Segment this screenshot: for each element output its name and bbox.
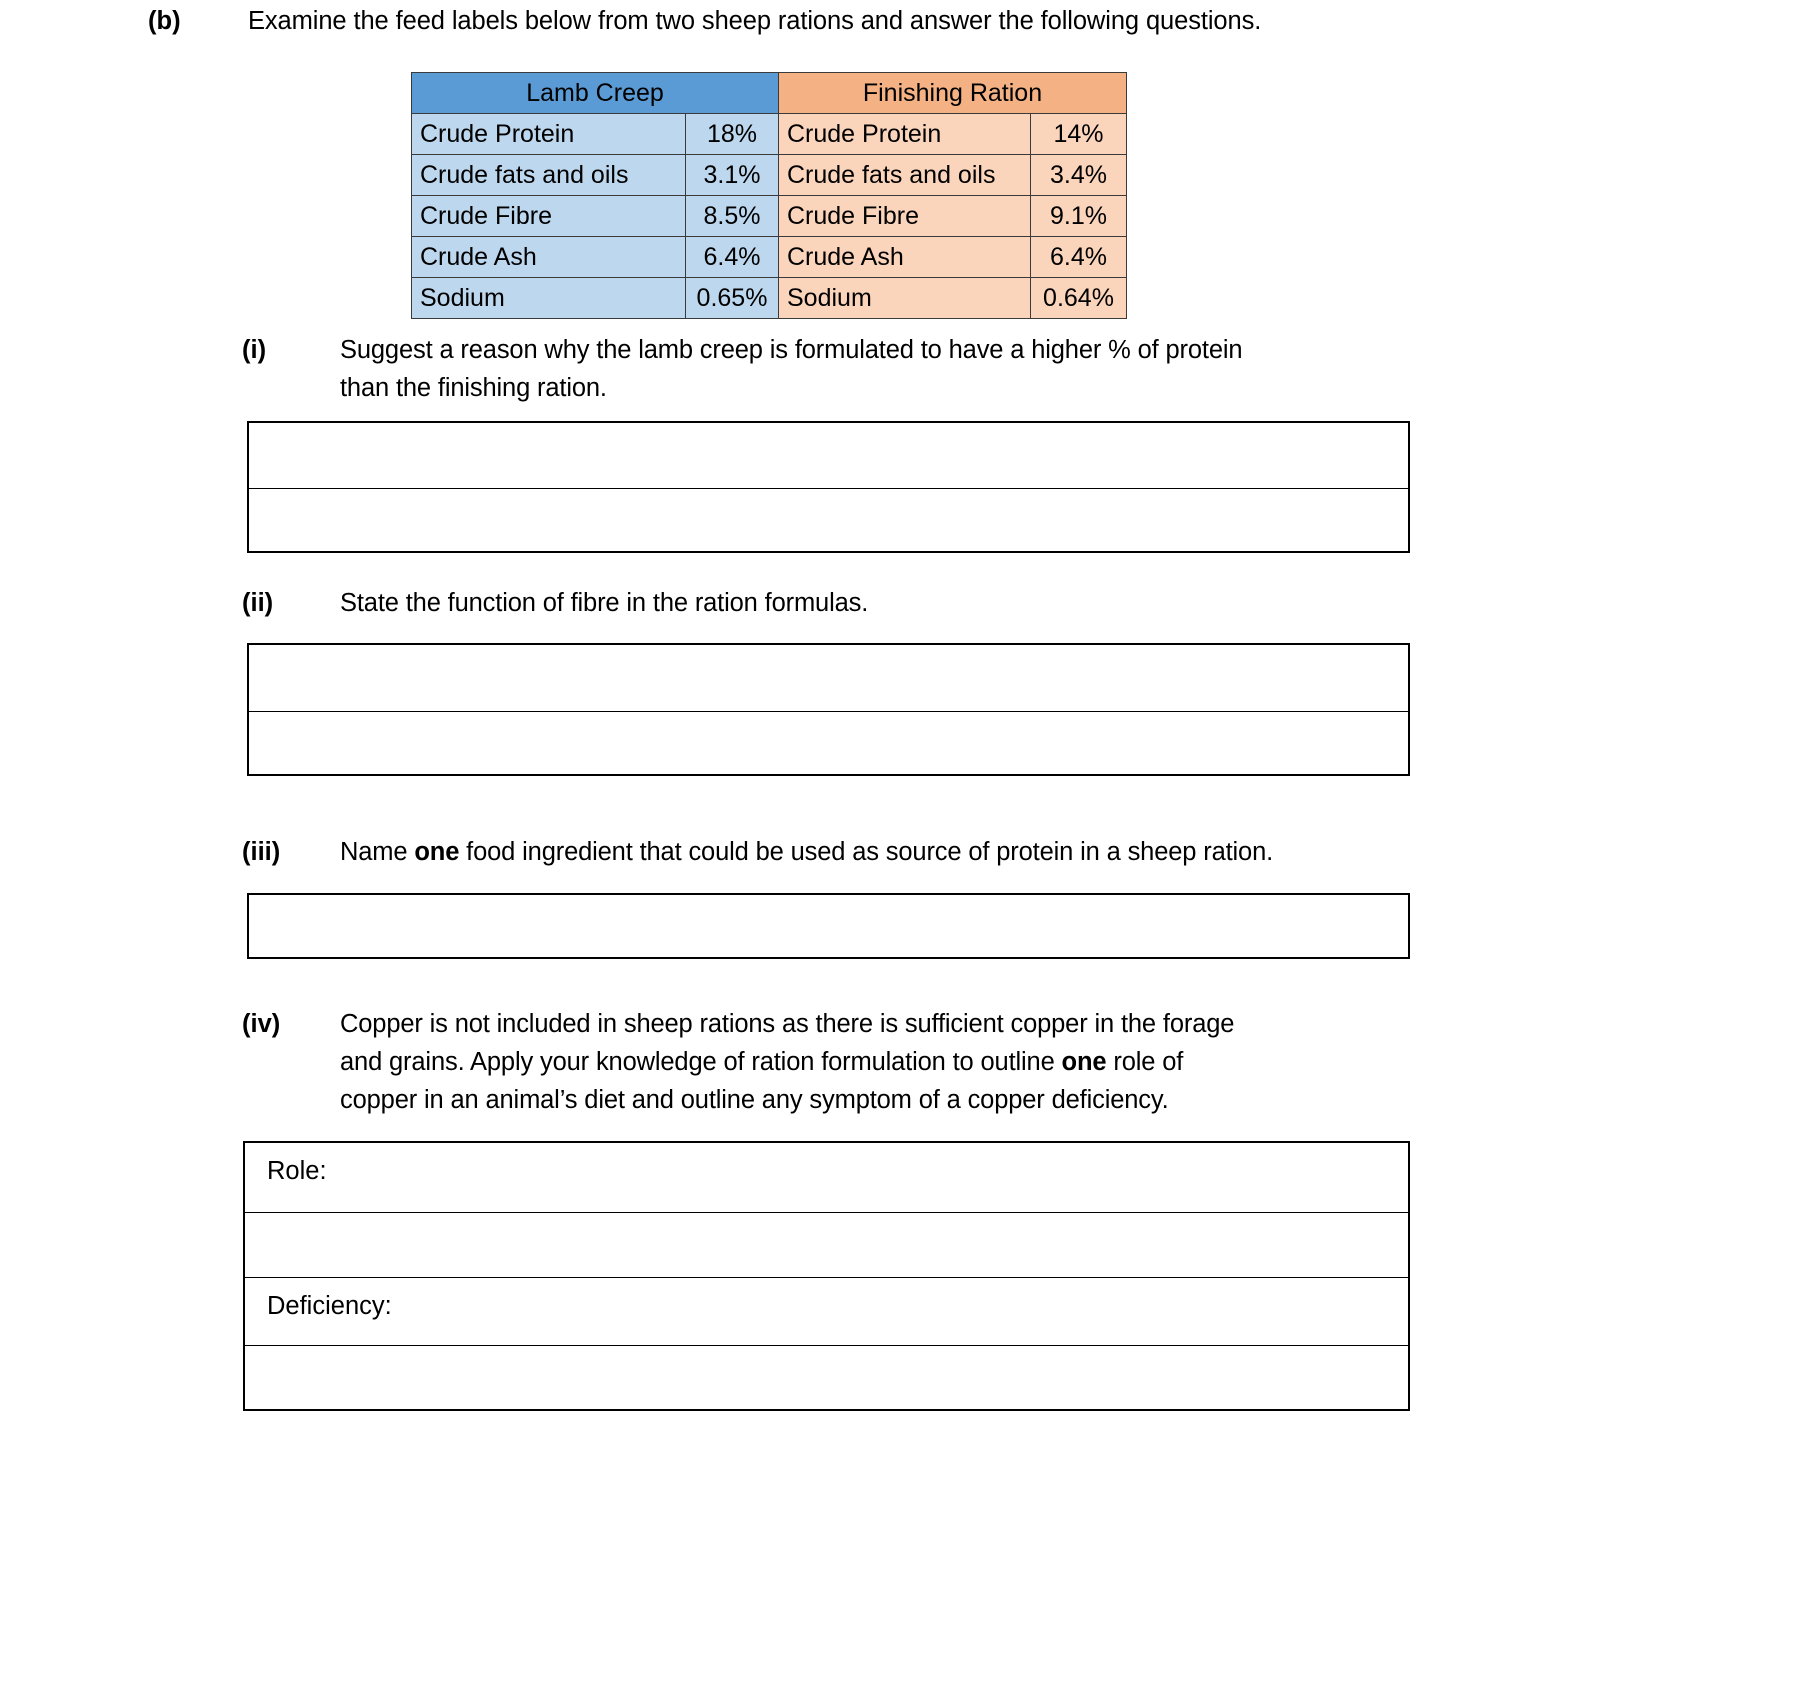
table-row (412, 155, 1127, 196)
lamb-nutrient-value: 0.65% (686, 278, 779, 319)
lamb-nutrient-name: Crude Protein (412, 114, 686, 155)
lamb-nutrient-value: 18% (686, 114, 779, 155)
finishing-nutrient-value: 3.4% (1031, 155, 1127, 196)
finishing-nutrient-name: Sodium (779, 278, 1031, 319)
table-header-row (412, 73, 1127, 114)
subquestion-iii-text-bold: one (414, 838, 460, 866)
answer-line[interactable] (245, 1346, 1408, 1409)
finishing-nutrient-name: Crude Fibre (779, 196, 1031, 237)
answer-box-i[interactable] (247, 421, 1410, 553)
question-stem-row (0, 4, 1818, 38)
answer-line[interactable] (249, 423, 1408, 489)
answer-line-deficiency[interactable]: Deficiency: (245, 1278, 1408, 1346)
lamb-nutrient-value: 6.4% (686, 237, 779, 278)
table-row (412, 114, 1127, 155)
table-row (412, 196, 1127, 237)
subquestion-iv-line2-bold: one (1061, 1048, 1107, 1076)
finishing-nutrient-value: 6.4% (1031, 237, 1127, 278)
subquestion-iii-number: (iii) (242, 838, 281, 866)
answer-line[interactable] (249, 645, 1408, 712)
feed-label-table (411, 72, 1127, 319)
subquestion-iv-text (340, 1005, 1234, 1119)
answer-line[interactable] (245, 1213, 1408, 1278)
lamb-nutrient-name: Sodium (412, 278, 686, 319)
subquestion-i-line1: Suggest a reason why the lamb creep is formulated to have a higher % of protein (340, 336, 1243, 364)
answer-box-ii[interactable] (247, 643, 1410, 776)
finishing-nutrient-name: Crude Ash (779, 237, 1031, 278)
subquestion-iv-line2-pre: and grains. Apply your knowledge of ration formulation to outline (340, 1048, 1062, 1076)
answer-box-iv[interactable] (243, 1141, 1410, 1411)
answer-line[interactable] (249, 895, 1408, 959)
part-label: (b) (148, 7, 181, 35)
feed-label-table-wrapper (411, 72, 1127, 319)
subquestion-iv-line2-post: role of (1106, 1048, 1184, 1076)
subquestion-ii-text: State the function of fibre in the ration formulas. (340, 589, 869, 617)
finishing-nutrient-name: Crude fats and oils (779, 155, 1031, 196)
subquestion-iii-row (0, 833, 1818, 871)
finishing-nutrient-value: 0.64% (1031, 278, 1127, 319)
subquestion-i-row (0, 331, 1818, 407)
lamb-nutrient-value: 8.5% (686, 196, 779, 237)
lamb-nutrient-name: Crude fats and oils (412, 155, 686, 196)
subquestion-iv-line1: Copper is not included in sheep rations as there is sufficient copper in the forage (340, 1010, 1235, 1038)
subquestion-i-number: (i) (242, 336, 267, 364)
finishing-nutrient-value: 9.1% (1031, 196, 1127, 237)
subquestion-iii-text-post: food ingredient that could be used as source of protein in a sheep ration. (459, 838, 1274, 866)
answer-line[interactable] (249, 489, 1408, 553)
finishing-nutrient-name: Crude Protein (779, 114, 1031, 155)
finishing-nutrient-value: 14% (1031, 114, 1127, 155)
subquestion-iv-number: (iv) (242, 1010, 281, 1038)
header-lamb-creep: Lamb Creep (412, 73, 779, 114)
question-stem-text: Examine the feed labels below from two sheep rations and answer the following questions. (248, 7, 1262, 35)
lamb-nutrient-value: 3.1% (686, 155, 779, 196)
subquestion-i-line2: than the finishing ration. (340, 374, 607, 402)
subquestion-ii-number: (ii) (242, 589, 274, 617)
header-finishing-ration: Finishing Ration (779, 73, 1127, 114)
answer-line[interactable] (249, 712, 1408, 776)
lamb-nutrient-name: Crude Ash (412, 237, 686, 278)
lamb-nutrient-name: Crude Fibre (412, 196, 686, 237)
answer-line-role[interactable]: Role: (245, 1143, 1408, 1213)
subquestion-ii-row (0, 584, 1818, 622)
subquestion-iii-text-pre: Name (340, 838, 415, 866)
table-row (412, 237, 1127, 278)
subquestion-iv-row (0, 1005, 1818, 1119)
table-row (412, 278, 1127, 319)
answer-box-iii[interactable] (247, 893, 1410, 959)
subquestion-i-text (340, 331, 1242, 407)
subquestion-iii-text (340, 833, 1273, 871)
subquestion-iv-line3: copper in an animal’s diet and outline any symptom of a copper deficiency. (340, 1086, 1169, 1114)
